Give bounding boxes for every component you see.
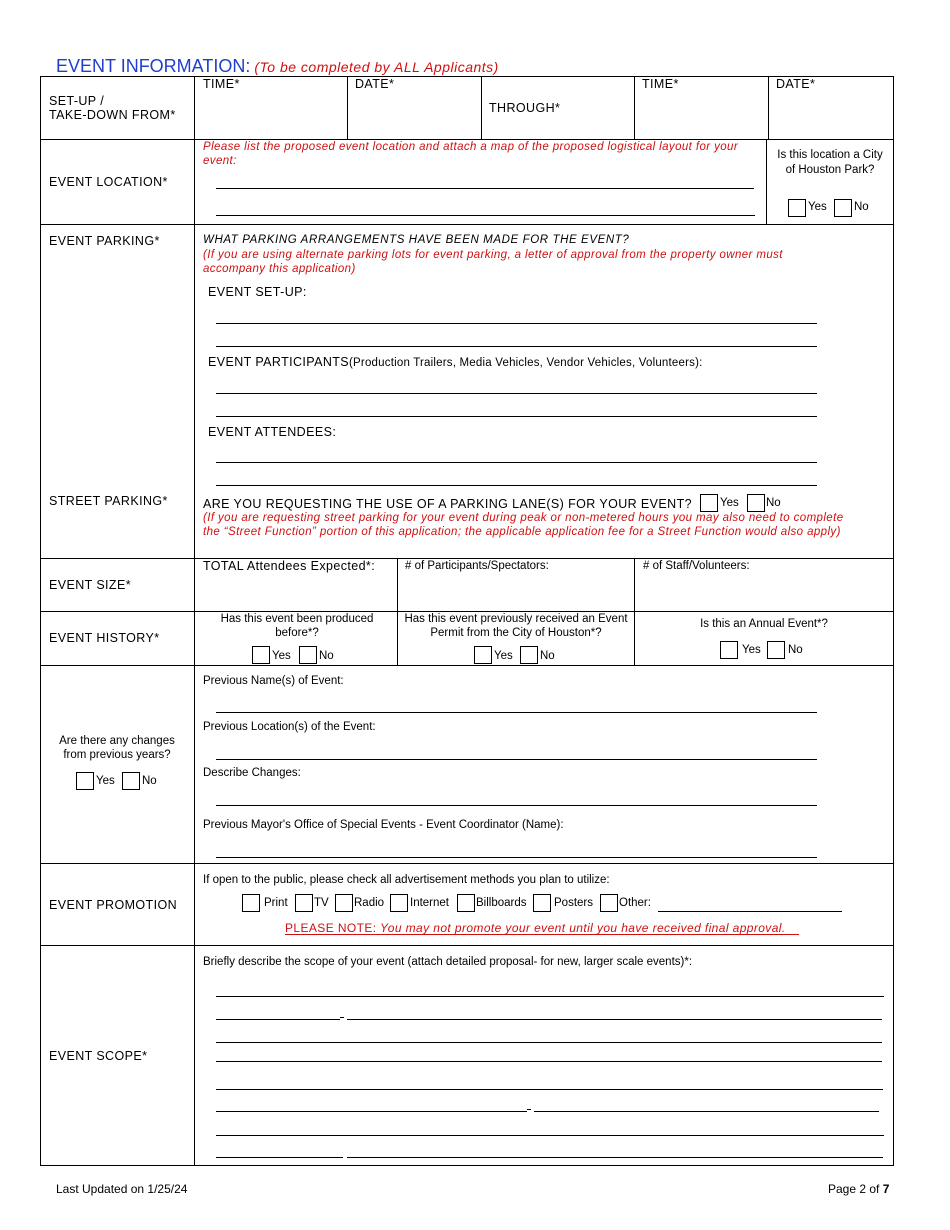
permit-no-label: No xyxy=(540,650,555,662)
promo-print-label: Print xyxy=(264,897,288,909)
parking-setup-line-2[interactable] xyxy=(216,346,817,347)
through-label: THROUGH* xyxy=(489,101,561,115)
setup-label-line2: TAKE-DOWN FROM* xyxy=(49,108,176,122)
location-label: EVENT LOCATION* xyxy=(49,175,168,189)
scope-line-6a[interactable] xyxy=(216,1111,527,1112)
parking-participants-detail: (Production Trailers, Media Vehicles, Vendor Vehicles, Volunteers): xyxy=(349,357,703,369)
scope-line-7[interactable] xyxy=(216,1135,884,1136)
describe-changes-line[interactable] xyxy=(216,805,817,806)
history-annual-question: Is this an Annual Event*? xyxy=(700,618,828,630)
park-question: Is this location a City of Houston Park? xyxy=(777,149,883,176)
changes-question: Are there any changes from previous years? xyxy=(59,735,175,761)
setup-label-line1: SET-UP / xyxy=(49,94,105,108)
changes-yes-label: Yes xyxy=(96,775,115,787)
location-line-2[interactable] xyxy=(216,215,755,216)
staff-field[interactable]: # of Staff/Volunteers: xyxy=(643,560,750,572)
size-label: EVENT SIZE* xyxy=(49,578,131,592)
annual-yes-label: Yes xyxy=(742,644,761,656)
parking-setup-label: EVENT SET-UP: xyxy=(208,285,307,299)
column-divider xyxy=(634,76,635,139)
promo-print-checkbox[interactable] xyxy=(242,894,260,912)
page-prefix: Page 2 of xyxy=(828,1182,880,1196)
parking-attendees-label: EVENT ATTENDEES: xyxy=(208,425,337,439)
street-parking-label: STREET PARKING* xyxy=(49,494,168,508)
annual-yes-checkbox[interactable] xyxy=(720,641,738,659)
street-no-checkbox[interactable] xyxy=(747,494,765,512)
history-permit-question: Has this event previously received an Event Permit from the City of Houston*? xyxy=(404,613,628,639)
parking-label: EVENT PARKING* xyxy=(49,234,160,248)
participants-field[interactable]: # of Participants/Spectators: xyxy=(405,560,549,572)
section-title-main: EVENT INFORMATION: xyxy=(56,56,251,76)
parking-attendees-line-2[interactable] xyxy=(216,485,817,486)
promotion-note xyxy=(285,921,786,935)
promo-tv-checkbox[interactable] xyxy=(295,894,313,912)
parking-participants-heading xyxy=(208,355,703,369)
column-divider xyxy=(481,76,482,139)
promotion-instruction: If open to the public, please check all advertisement methods you plan to utilize: xyxy=(203,874,610,886)
promo-other-label: Other: xyxy=(619,897,651,909)
promotion-note-label: PLEASE NOTE: xyxy=(285,921,377,935)
prev-coordinator-label: Previous Mayor's Office of Special Events - Event Coordinator (Name): xyxy=(203,819,564,831)
row-divider xyxy=(40,558,894,559)
scope-line-1[interactable] xyxy=(216,996,884,997)
row-divider xyxy=(40,224,894,225)
parking-participants-line-1[interactable] xyxy=(216,393,817,394)
changes-no-label: No xyxy=(142,775,157,787)
street-parking-note: (If you are requesting street parking for your event during peak or non-metered hours you may also need to complete the “Street Function” portion of this application; the applicable application fee for a Street Function would also apply) xyxy=(203,512,844,538)
parking-participants-label: EVENT PARTICIPANTS xyxy=(208,355,350,369)
street-yes-checkbox[interactable] xyxy=(700,494,718,512)
history-label: EVENT HISTORY* xyxy=(49,631,160,645)
promo-radio-label: Radio xyxy=(354,897,385,909)
parking-setup-line-1[interactable] xyxy=(216,323,817,324)
row-divider xyxy=(40,665,894,666)
last-updated: Last Updated on 1/25/24 xyxy=(56,1182,188,1196)
promo-other-line[interactable] xyxy=(658,911,842,912)
history-produced-question: Has this event been produced before*? xyxy=(220,613,374,639)
scope-line-8b[interactable] xyxy=(347,1157,883,1158)
scope-line-6b[interactable] xyxy=(534,1111,879,1112)
prev-coordinator-line[interactable] xyxy=(216,857,817,858)
permit-yes-label: Yes xyxy=(494,650,513,662)
produced-yes-checkbox[interactable] xyxy=(252,646,270,664)
street-parking-question: ARE YOU REQUESTING THE USE OF A PARKING LANE(S) FOR YOUR EVENT? xyxy=(203,497,692,511)
parking-participants-line-2[interactable] xyxy=(216,416,817,417)
parking-attendees-line-1[interactable] xyxy=(216,462,817,463)
scope-line-2-dash xyxy=(340,1017,344,1018)
annual-no-checkbox[interactable] xyxy=(767,641,785,659)
row-divider xyxy=(40,863,894,864)
column-divider xyxy=(194,76,195,1166)
scope-instruction: Briefly describe the scope of your event (attach detailed proposal- for new, larger scale events)*: xyxy=(203,956,693,968)
page-number xyxy=(828,1182,889,1196)
column-divider xyxy=(634,558,635,665)
setup-date-field[interactable]: DATE* xyxy=(355,77,395,91)
promo-other-checkbox[interactable] xyxy=(600,894,618,912)
promo-internet-label: Internet xyxy=(410,897,449,909)
park-no-label: No xyxy=(854,201,869,213)
scope-line-6-dash xyxy=(527,1109,531,1110)
prev-locations-label: Previous Location(s) of the Event: xyxy=(203,721,376,733)
scope-line-4[interactable] xyxy=(216,1061,882,1062)
describe-changes-label: Describe Changes: xyxy=(203,767,301,779)
column-divider xyxy=(397,558,398,665)
location-line-1[interactable] xyxy=(216,188,754,189)
promo-billboards-label: Billboards xyxy=(476,897,527,909)
produced-yes-label: Yes xyxy=(272,650,291,662)
promo-internet-checkbox[interactable] xyxy=(390,894,408,912)
location-instruction: Please list the proposed event location and attach a map of the proposed logistical layout for your event: xyxy=(203,141,739,167)
produced-no-label: No xyxy=(319,650,334,662)
park-yes-label: Yes xyxy=(808,201,827,213)
scope-line-5[interactable] xyxy=(216,1089,883,1090)
promo-tv-label: TV xyxy=(314,897,329,909)
scope-line-2b[interactable] xyxy=(347,1019,882,1020)
prev-names-label: Previous Name(s) of Event: xyxy=(203,675,344,687)
promo-billboards-checkbox[interactable] xyxy=(457,894,475,912)
permit-yes-checkbox[interactable] xyxy=(474,646,492,664)
prev-names-line[interactable] xyxy=(216,712,817,713)
takedown-date-field[interactable]: DATE* xyxy=(776,77,816,91)
row-divider xyxy=(40,945,894,946)
total-attendees-field[interactable]: TOTAL Attendees Expected*: xyxy=(203,559,376,573)
parking-question: WHAT PARKING ARRANGEMENTS HAVE BEEN MADE FOR THE EVENT? xyxy=(203,234,630,246)
promo-posters-checkbox[interactable] xyxy=(533,894,551,912)
park-no-checkbox[interactable] xyxy=(834,199,852,217)
scope-label: EVENT SCOPE* xyxy=(49,1049,148,1063)
scope-line-8a[interactable] xyxy=(216,1157,343,1158)
scope-line-2a[interactable] xyxy=(216,1019,340,1020)
street-yes-label: Yes xyxy=(720,497,739,509)
column-divider xyxy=(347,76,348,139)
setup-time-field[interactable]: TIME* xyxy=(203,77,240,91)
changes-no-checkbox[interactable] xyxy=(122,772,140,790)
changes-yes-checkbox[interactable] xyxy=(76,772,94,790)
street-no-label: No xyxy=(766,497,781,509)
scope-line-3[interactable] xyxy=(216,1042,882,1043)
prev-locations-line[interactable] xyxy=(216,759,817,760)
column-divider xyxy=(768,76,769,139)
produced-no-checkbox[interactable] xyxy=(299,646,317,664)
promo-posters-label: Posters xyxy=(554,897,593,909)
section-title-sub: (To be completed by ALL Applicants) xyxy=(254,59,499,75)
takedown-time-field[interactable]: TIME* xyxy=(642,77,679,91)
park-yes-checkbox[interactable] xyxy=(788,199,806,217)
promotion-note-text: You may not promote your event until you have received final approval. xyxy=(380,921,786,935)
annual-no-label: No xyxy=(788,644,803,656)
parking-note: (If you are using alternate parking lots for event parking, a letter of approval from the property owner must accompany this application) xyxy=(203,249,783,275)
promotion-label: EVENT PROMOTION xyxy=(49,898,178,912)
column-divider xyxy=(766,139,767,224)
promotion-note-underline xyxy=(285,934,799,935)
page-total: 7 xyxy=(882,1182,890,1196)
promo-radio-checkbox[interactable] xyxy=(335,894,353,912)
section-title xyxy=(56,56,499,77)
permit-no-checkbox[interactable] xyxy=(520,646,538,664)
